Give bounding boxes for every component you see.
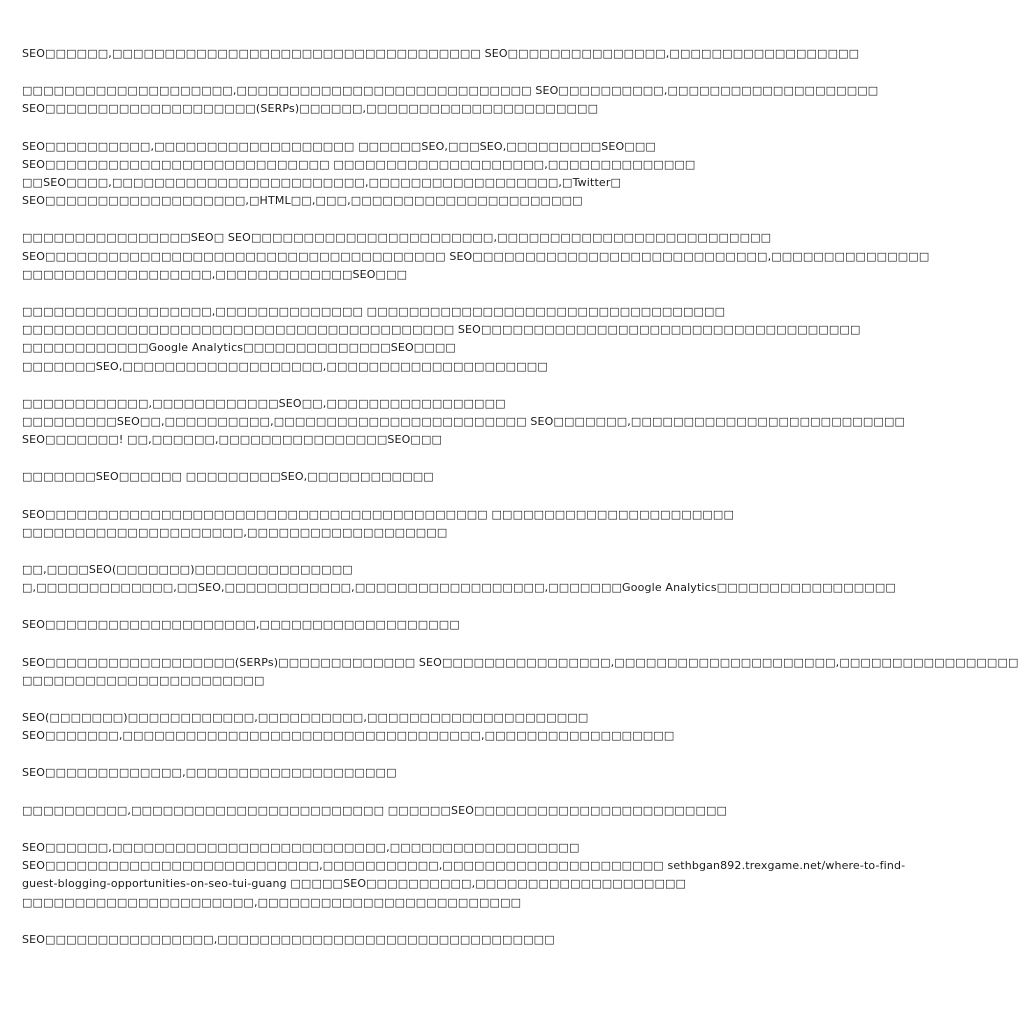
text-line: □□□□□□□□□□□□□□□□□□□□□□□	[22, 673, 265, 687]
document-body	[22, 45, 1019, 968]
text-line: SEO□□□□□□□□□□□□□□□□□□□,□HTML□□,□□□,□□□□□□□□□□□□□□□□□□□□□□	[22, 194, 583, 208]
paragraph-14	[22, 802, 728, 820]
text-line: SEO□□□□□□□□□□□□□□□□□□□□(SERPs)□□□□□□,□□□□□□□□□□□□□□□□□□□□□□	[22, 102, 599, 116]
text-line: □□□□□□□□□□□□□□□□□□,□□□□□□□□□□□□□SEO□□□	[22, 267, 408, 281]
text-line: SEO□□□□□□□□□□□□□,□□□□□□□□□□□□□□□□□□□□	[22, 766, 397, 780]
text-line: SEO□□□□□□□□□□,□□□□□□□□□□□□□□□□□□□ □□□□□□SEO,□□□SEO,□□□□□□□□□SEO□□□	[22, 139, 656, 153]
text-line: □,□□□□□□□□□□□□□,□□SEO,□□□□□□□□□□□□,□□□□□□□□□□□□□□□□□□,□□□□□□□Google Analytics□□□□□□□□□□□□□□□□□	[22, 581, 896, 595]
paragraph-12	[22, 709, 698, 745]
paragraph-5	[22, 303, 861, 376]
paragraph-11	[22, 654, 1019, 690]
text-line: □□□□□□□□□□,□□□□□□□□□□□□□□□□□□□□□□□□ □□□□□□SEO□□□□□□□□□□□□□□□□□□□□□□□□	[22, 803, 728, 817]
text-line: □□□□□□□□□□□□□□□□□□□□,□□□□□□□□□□□□□□□□□□□□□□□□□□□□ SEO□□□□□□□□□□,□□□□□□□□□□□□□□□□□□□□	[22, 84, 879, 98]
text-line: □□□□□□□□□□□□□□□□□□□□□□,□□□□□□□□□□□□□□□□□□□□□□□□□	[22, 895, 522, 909]
text-line: □□□□□□□SEO□□□□□□ □□□□□□□□□SEO,□□□□□□□□□□□□	[22, 470, 434, 484]
text-line: SEO□□□□□□□□□□□□□□□□□□□□□□□□□□□□□□□□□□□□□□□□□□ □□□□□□□□□□□□□□□□□□□□□□□	[22, 507, 734, 521]
text-line: SEO□□□□□□□□□□□□□□□□□□□□□□□□□□,□□□□□□□□□□□,□□□□□□□□□□□□□□□□□□□□□ sethbgan892.trexgame.net/where-to-find-	[22, 859, 906, 873]
text-line: SEO□□□□□□,□□□□□□□□□□□□□□□□□□□□□□□□□□,□□□□□□□□□□□□□□□□□□	[22, 840, 580, 854]
text-line: □□□□□□□□□□□□□□□□□□□□□□□□□□□□□□□□□□□□□□□□□ SEO□□□□□□□□□□□□□□□□□□□□□□□□□□□□□□□□□□□□	[22, 323, 861, 337]
paragraph-10	[22, 616, 698, 634]
text-line: SEO(□□□□□□□)□□□□□□□□□□□□,□□□□□□□□□□,□□□□□□□□□□□□□□□□□□□□□	[22, 711, 589, 725]
text-line: □□SEO□□□□,□□□□□□□□□□□□□□□□□□□□□□□□,□□□□□□□□□□□□□□□□□□,□Twitter□	[22, 176, 622, 190]
text-line: SEO□□□□□□□□□□□□□□□□,□□□□□□□□□□□□□□□□□□□□□□□□□□□□□□□□	[22, 932, 555, 946]
text-line: SEO□□□□□□□,□□□□□□□□□□□□□□□□□□□□□□□□□□□□□□□□□□,□□□□□□□□□□□□□□□□□□	[22, 729, 675, 743]
paragraph-8	[22, 506, 734, 542]
text-line: SEO□□□□□□□! □□,□□□□□□,□□□□□□□□□□□□□□□□SEO□□□	[22, 433, 443, 447]
text-line: □□□□□□□□□□□□Google Analytics□□□□□□□□□□□□□□SEO□□□□	[22, 341, 456, 355]
text-line: □□□□□□□□□□□□□□□□□□,□□□□□□□□□□□□□□ □□□□□□□□□□□□□□□□□□□□□□□□□□□□□□□□□□	[22, 305, 726, 319]
text-line: SEO□□□□□□□□□□□□□□□□□□□□□□□□□□□□□□□□□□□□□□ SEO□□□□□□□□□□□□□□□□□□□□□□□□□□□□,□□□□□□□□□□□□□□□	[22, 249, 930, 263]
paragraph-9	[22, 561, 896, 597]
text-line: □□□□□□□SEO,□□□□□□□□□□□□□□□□□□□,□□□□□□□□□□□□□□□□□□□□□	[22, 359, 548, 373]
paragraph-4	[22, 229, 930, 284]
text-line: SEO□□□□□□□□□□□□□□□□□□□□,□□□□□□□□□□□□□□□□□□□	[22, 618, 460, 632]
paragraph-13	[22, 764, 698, 782]
text-line: guest-blogging-opportunities-on-seo-tui-guang □□□□□SEO□□□□□□□□□□,□□□□□□□□□□□□□□□□□□□□	[22, 877, 687, 891]
paragraph-16	[22, 931, 698, 949]
text-line: □□□□□□□□□□□□,□□□□□□□□□□□□SEO□□,□□□□□□□□□□□□□□□□□	[22, 396, 506, 410]
paragraph-2	[22, 82, 879, 118]
paragraph-1	[22, 45, 860, 63]
text-line: SEO□□□□□□□□□□□□□□□□□□□□□□□□□□□ □□□□□□□□□□□□□□□□□□□□,□□□□□□□□□□□□□□	[22, 157, 696, 171]
paragraph-3	[22, 138, 698, 211]
text-line: □□□□□□□□□□□□□□□□SEO□ SEO□□□□□□□□□□□□□□□□□□□□□□□,□□□□□□□□□□□□□□□□□□□□□□□□□□	[22, 231, 772, 245]
paragraph-6	[22, 395, 906, 450]
text-line: □□,□□□□SEO(□□□□□□□)□□□□□□□□□□□□□□□	[22, 563, 353, 577]
text-line: SEO□□□□□□□□□□□□□□□□□□(SERPs)□□□□□□□□□□□□□ SEO□□□□□□□□□□□□□□□□,□□□□□□□□□□□□□□□□□□□□□,□□□□□□□□□□□□□□□□□	[22, 655, 1019, 669]
paragraph-7	[22, 468, 698, 486]
text-line: SEO□□□□□□,□□□□□□□□□□□□□□□□□□□□□□□□□□□□□□□□□□□ SEO□□□□□□□□□□□□□□□,□□□□□□□□□□□□□□□□□□	[22, 47, 860, 60]
text-line: □□□□□□□□□SEO□□,□□□□□□□□□□,□□□□□□□□□□□□□□□□□□□□□□□□ SEO□□□□□□□,□□□□□□□□□□□□□□□□□□□□□□□□□□	[22, 415, 906, 429]
paragraph-15	[22, 839, 906, 912]
text-line: □□□□□□□□□□□□□□□□□□□□□,□□□□□□□□□□□□□□□□□□□	[22, 525, 448, 539]
